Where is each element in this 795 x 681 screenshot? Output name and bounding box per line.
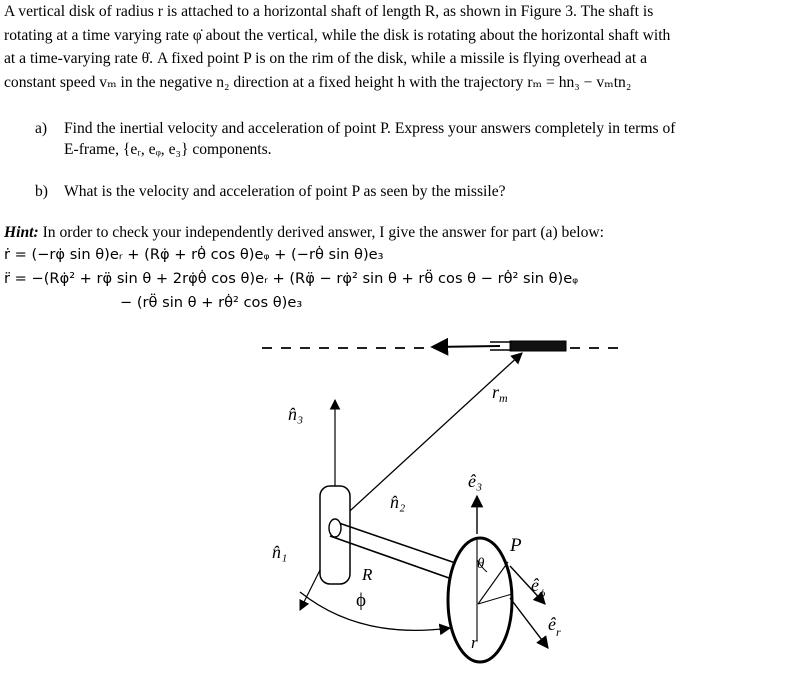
problem-line-2: rotating at a time varying rate φ̇ about the vertical, while the disk is rotating about the horizontal shaft with [4,26,671,44]
er-label: $ê_r$ [548,614,561,639]
question-a-line-1: Find the inertial velocity and acceleration of point P. Express your answers completely in terms of [64,120,676,137]
hint-text: In order to check your independently derived answer, I give the answer for part (a) below: [42,224,604,241]
n2-label: n̂₂ [390,492,406,512]
acceleration-equation: r̈ = −(Rφ̇² + rφ̈ sin θ + 2rφ̇θ̇ cos θ)eᵣ + (Rφ̈ − rφ̇² sin θ + rθ̈ cos θ − rθ̇² sin θ)eᵩ [4,270,579,287]
n1-label: n̂₁ [272,542,288,562]
n3-label: n̂₃ [288,404,304,424]
phi-rotation-arc [300,592,450,630]
question-b-label: b) [35,183,48,200]
ephi-label: $ê_\phi$ [531,575,546,600]
rm-label: $r_m$ [492,382,508,405]
R-label: R [362,565,373,584]
problem-line-4: constant speed vₘ in the negative n₂ direction at a fixed height h with the trajectory rₘ = hn₃ − vₘtn₂ [4,73,632,91]
P-label: P [510,535,522,556]
theta-label: θ [477,556,485,572]
phi-label: ϕ [356,590,367,611]
velocity-equation: ṙ = (−rφ̇ sin θ)eᵣ + (Rφ̇ + rθ̇ cos θ)eᵩ + (−rθ̇ sin θ)e₃ [4,246,384,263]
e3-label: ê₃ [468,471,483,491]
r-label: r [471,633,478,652]
question-b-line-1: What is the velocity and acceleration of point P as seen by the missile? [64,183,506,200]
question-a-label: a) [35,120,48,137]
missile-direction-arrow [432,346,500,347]
shaft [330,522,470,584]
missile-body [510,341,566,351]
question-a-line-2: E-frame, {eᵣ, eᵩ, e₃} components. [64,141,272,158]
problem-line-3: at a time-varying rate θ̇. A fixed point P is on the rim of the disk, while a missile is flying overhead at a [4,50,648,68]
acceleration-equation-continued: − (rθ̈ sin θ + rθ̇² cos θ)e₃ [120,294,303,311]
hint-label: Hint: [4,224,39,241]
er-arrow [510,598,548,648]
problem-line-1: A vertical disk of radius r is attached to a horizontal shaft of length R, as shown in Figure 3. The shaft is [4,3,654,20]
rm-vector [340,353,522,520]
